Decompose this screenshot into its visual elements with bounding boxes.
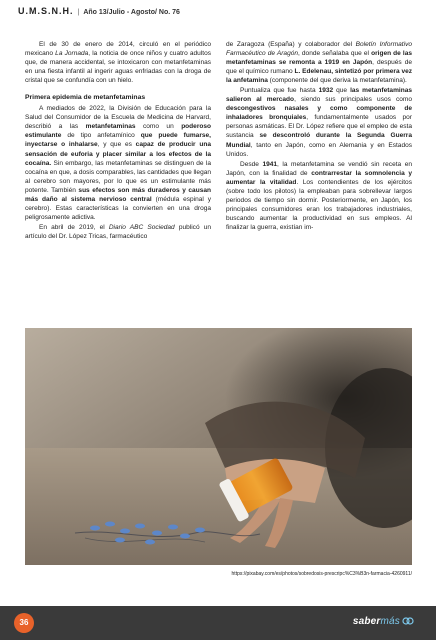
photo-illustration: [25, 328, 412, 565]
page-number-badge: 36: [14, 613, 34, 633]
running-header: [18, 6, 418, 24]
paragraph: Desde 1941, la metanfetamina se vendió sin receta en Japón, con la finalidad de contrarrestar la somnolencia y aumentar la vitalidad. Los contendientes de los ejércitos (sobre todo los pilotos) la empleaban para sobrellevar largos periodos de tiempo sin dormir. Posteriormente, en Japón, los principales consumidores eran los trabajadores industriales, buscando aumentar la productividad en sus empleos. Al finalizar la guerra, existían im-: [226, 160, 412, 231]
brand-symbol-icon: [402, 615, 414, 627]
photo-caption: https://pixabay.com/es/photos/sobredosis-prescripc%C3%B3n-farmacia-4260911/: [231, 571, 412, 577]
journal-name: U.M.S.N.H.: [18, 6, 74, 16]
paragraph: de Zaragoza (España) y colaborador del Boletín Informativo Farmacéutico de Aragón, donde señalaba que el origen de las metanfetaminas se remonta a 1919 en Japón, después de que el químico rumano L. Edelenau, sintetizó por primera vez la anfetamina (componente del que deriva la metanfetamina).: [226, 41, 413, 85]
overdose-photo: [25, 328, 412, 565]
page-footer: [0, 606, 436, 640]
paragraph: El de 30 de enero de 2014, circuló en el periódico mexicano La Jornada, la noticia de once niños y cuatro adultos que, de manera accidental, se intoxicaron con metanfetaminas en una fiesta infantil al ingerir aguas enfriadas con la droga de cristal que se confundía con un hielo.: [25, 41, 211, 85]
paragraph: En abril de 2019, el Diario ABC Sociedad publicó un artículo del Dr. López Tricas, farmacéutico: [25, 223, 211, 240]
section-heading: Primera epidemia de metanfetaminas: [25, 94, 146, 102]
paragraph: Puntualiza que fue hasta 1932 que las metanfetaminas salieron al mercado, siendo sus principales usos como descongestivos nasales y como componente de inhaladores bronquiales, fundamentalmente usados por personas asmáticas. El Dr. López refiere que el empleo de esta sustancia se descontroló durante la Segunda Guerra Mundial, tanto en Japón, como en Alemania y en Estados Unidos.: [226, 87, 412, 158]
right-column: [226, 40, 412, 232]
paragraph: A mediados de 2022, la División de Educación para la Salud del Consumidor de la Escuela de Medicina de Harvard, describió a las metanfetaminas como un poderoso estimulante de tipo anfetamínico que puede fumarse, inyectarse o inhalarse, y que es capaz de producir una sensación de euforia y placer similar a los efectos de la cocaína. Sin embargo, las metanfetaminas se distinguen de la cocaína en que, a dosis comparables, las cantidades que llegan al cerebro son mayores, por lo que es un estimulante más potente. También sus efectos son más duraderos y causan más daño al sistema nervioso central (médula espinal y cerebro). Estas características la convierten en una droga peligrosamente adictiva.: [25, 105, 212, 221]
left-column: [25, 40, 211, 241]
issue-info: Año 13/Julio - Agosto/ No. 76: [83, 9, 180, 16]
brand-name-suffix: más: [380, 615, 400, 627]
header-separator: |: [77, 9, 80, 16]
brand-name: saber: [352, 615, 381, 627]
brand-logo: [353, 615, 414, 627]
